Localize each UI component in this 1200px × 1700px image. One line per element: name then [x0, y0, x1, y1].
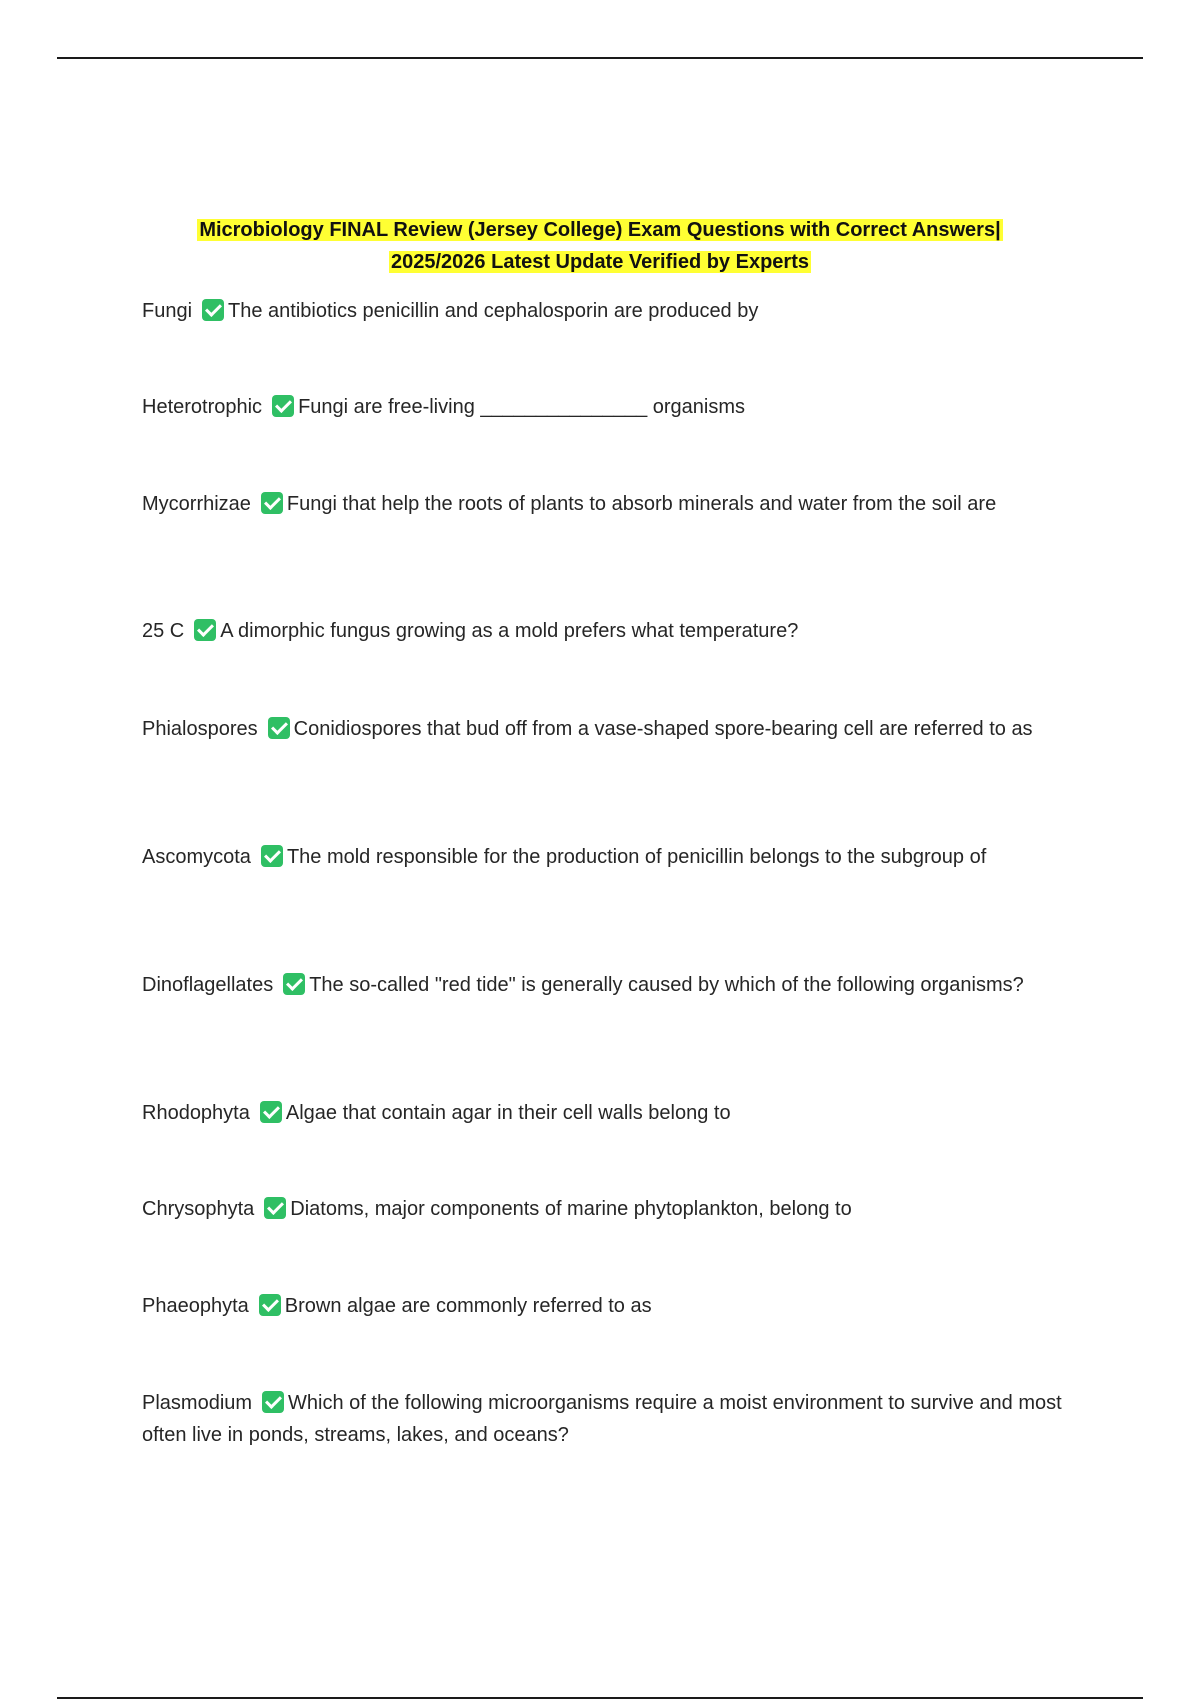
check-box-icon — [202, 299, 224, 321]
title-line-1: Microbiology FINAL Review (Jersey College) Exam Questions with Correct Answers| — [199, 219, 1001, 241]
question-text: Fungi are free-living _______________ organisms — [298, 396, 746, 418]
check-box-icon — [283, 973, 305, 995]
question-text: Diatoms, major components of marine phytoplankton, belong to — [290, 1198, 852, 1220]
check-box-icon — [261, 845, 283, 867]
answer-text: Dinoflagellates — [142, 974, 274, 996]
question-text: Algae that contain agar in their cell walls belong to — [285, 1102, 731, 1124]
question-text: Brown algae are commonly referred to as — [284, 1295, 652, 1317]
answer-text: Phialospores — [142, 718, 258, 740]
question-text: A dimorphic fungus growing as a mold prefers what temperature? — [220, 620, 799, 642]
qa-item — [142, 713, 1062, 745]
qa-item — [142, 1290, 1062, 1322]
qa-item — [142, 969, 1062, 1001]
answer-text: 25 C — [142, 620, 185, 642]
answer-text: Phaeophyta — [142, 1295, 249, 1317]
title-line-2: 2025/2026 Latest Update Verified by Experts — [391, 251, 809, 273]
answer-text: Fungi — [142, 300, 193, 322]
check-box-icon — [194, 619, 216, 641]
question-text: Conidiospores that bud off from a vase-shaped spore-bearing cell are referred to as — [293, 718, 1033, 740]
check-box-icon — [268, 717, 290, 739]
check-box-icon — [259, 1294, 281, 1316]
qa-item — [142, 488, 1062, 520]
qa-item — [142, 1193, 1062, 1225]
question-text: The so-called "red tide" is generally caused by which of the following organisms? — [309, 974, 1024, 996]
check-box-icon — [264, 1197, 286, 1219]
qa-item — [142, 1387, 1062, 1451]
qa-item — [142, 1097, 1062, 1129]
question-text: Fungi that help the roots of plants to absorb minerals and water from the soil are — [286, 493, 997, 515]
top-rule — [57, 57, 1143, 59]
document-title — [120, 214, 1080, 278]
check-box-icon — [261, 492, 283, 514]
answer-text: Chrysophyta — [142, 1198, 255, 1220]
question-text: Which of the following microorganisms require a moist environment to survive and most often live in ponds, streams, lakes, and oceans? — [142, 1392, 1062, 1446]
check-box-icon — [260, 1101, 282, 1123]
qa-item — [142, 841, 1062, 873]
check-box-icon — [272, 395, 294, 417]
answer-text: Mycorrhizae — [142, 493, 251, 515]
qa-item — [142, 295, 1062, 327]
answer-text: Plasmodium — [142, 1392, 253, 1414]
answer-text: Ascomycota — [142, 846, 251, 868]
question-text: The antibiotics penicillin and cephalosporin are produced by — [228, 300, 759, 322]
bottom-rule — [57, 1697, 1143, 1699]
check-box-icon — [262, 1391, 284, 1413]
answer-text: Heterotrophic — [142, 396, 263, 418]
qa-item — [142, 615, 1062, 647]
question-text: The mold responsible for the production of penicillin belongs to the subgroup of — [286, 846, 987, 868]
answer-text: Rhodophyta — [142, 1102, 250, 1124]
qa-item — [142, 391, 1062, 423]
